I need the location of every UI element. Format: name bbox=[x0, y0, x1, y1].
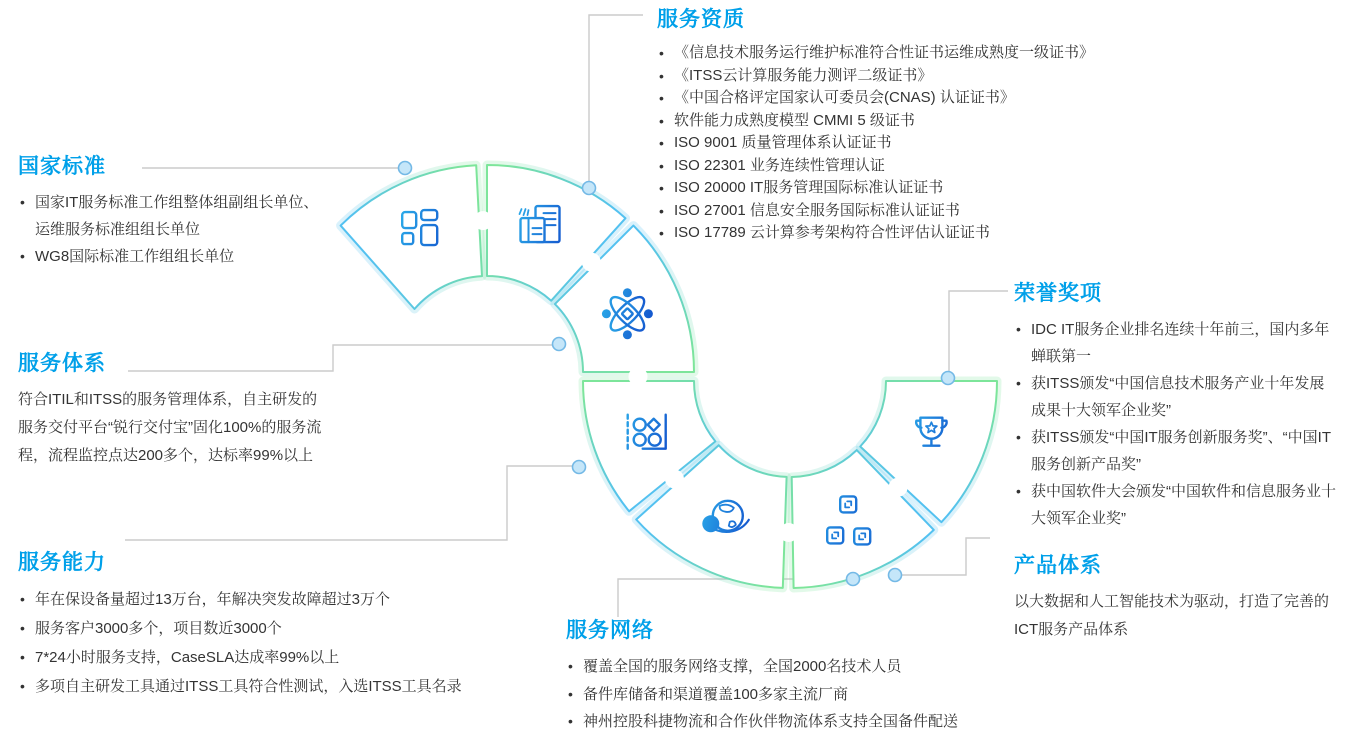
section-title: 国家标准 bbox=[18, 155, 106, 178]
connector-dot bbox=[889, 569, 902, 582]
bullet-list bbox=[18, 189, 330, 270]
list-item: • 备件库储备和渠道覆盖100多家主流厂商 bbox=[566, 681, 1036, 709]
list-item: • IDC IT服务企业排名连续十年前三，国内多年蝉联第一 bbox=[1014, 316, 1336, 370]
section-title: 服务资质 bbox=[657, 8, 745, 31]
bullet-list bbox=[1014, 316, 1336, 532]
section-title: 产品体系 bbox=[1014, 554, 1102, 577]
bullet-list bbox=[566, 653, 1036, 736]
section-service-system bbox=[18, 347, 326, 470]
list-item: • 获ITSS颁发“中国信息技术服务产业十年发展成果十大领军企业奖” bbox=[1014, 370, 1336, 424]
list-item: • 7*24小时服务支持，CaseSLA达成率99%以上 bbox=[18, 643, 538, 672]
list-item: • 《中国合格评定国家认可委员会(CNAS) 认证证书》 bbox=[657, 87, 1337, 110]
list-item: • 多项自主研发工具通过ITSS工具符合性测试，入选ITSS工具名录 bbox=[18, 672, 538, 701]
section-national-standards bbox=[18, 150, 330, 270]
section-service-capability bbox=[18, 546, 538, 701]
connector-dot bbox=[942, 372, 955, 385]
list-item: • ISO 22301 业务连续性管理认证 bbox=[657, 155, 1337, 178]
bullet-list bbox=[18, 585, 538, 701]
list-item: • 《信息技术服务运行维护标准符合性证书运维成熟度一级证书》 bbox=[657, 42, 1337, 65]
section-service-qualifications bbox=[657, 3, 1337, 245]
list-item: • 获中国软件大会颁发“中国软件和信息服务业十大领军企业奖” bbox=[1014, 478, 1336, 532]
list-item: • 《ITSS云计算服务能力测评二级证书》 bbox=[657, 65, 1337, 88]
section-title: 服务能力 bbox=[18, 551, 106, 574]
section-product-system bbox=[1014, 549, 1344, 644]
list-item: • 覆盖全国的服务网络支撑，全国2000名技术人员 bbox=[566, 653, 1036, 681]
section-title: 服务网络 bbox=[566, 619, 654, 642]
section-service-network bbox=[566, 614, 1036, 736]
list-item: • 获ITSS颁发“中国IT服务创新服务奖”、“中国IT服务创新产品奖” bbox=[1014, 424, 1336, 478]
connector-dot bbox=[847, 573, 860, 586]
section-title: 服务体系 bbox=[18, 352, 106, 375]
connector-line bbox=[589, 15, 643, 181]
section-paragraph: 符合ITIL和ITSS的服务管理体系，自主研发的服务交付平台“锐行交付宝”固化100%的服务流程，流程监控点达200多个，达标率99%以上 bbox=[18, 391, 322, 464]
section-honors-awards bbox=[1014, 277, 1336, 532]
list-item: • WG8国际标准工作组组长单位 bbox=[18, 243, 330, 270]
list-item: • 神州控股科捷物流和合作伙伴物流体系支持全国备件配送 bbox=[566, 708, 1036, 736]
list-item: • ISO 17789 云计算参考架构符合性评估认证证书 bbox=[657, 222, 1337, 245]
list-item: • 国家IT服务标准工作组整体组副组长单位、运维服务标准组组长单位 bbox=[18, 189, 330, 243]
list-item: • 软件能力成熟度模型 CMMI 5 级证书 bbox=[657, 110, 1337, 133]
section-paragraph: 以大数据和人工智能技术为驱动，打造了完善的ICT服务产品体系 bbox=[1014, 593, 1330, 638]
ring-segment-national-standards bbox=[341, 165, 482, 309]
connector-dot bbox=[573, 461, 586, 474]
list-item: • ISO 27001 信息安全服务国际标准认证证书 bbox=[657, 200, 1337, 223]
list-item: • ISO 9001 质量管理体系认证证书 bbox=[657, 132, 1337, 155]
section-title: 荣誉奖项 bbox=[1014, 282, 1102, 305]
list-item: • ISO 20000 IT服务管理国际标准认证证书 bbox=[657, 177, 1337, 200]
connector-line bbox=[125, 466, 572, 540]
connector-dot bbox=[553, 338, 566, 351]
bullet-list bbox=[657, 42, 1337, 245]
list-item: • 年在保设备量超过13万台，年解决突发故障超过3万个 bbox=[18, 585, 538, 614]
connector-dot bbox=[399, 162, 412, 175]
list-item: • 服务客户3000多个，项目数近3000个 bbox=[18, 614, 538, 643]
connector-dot bbox=[583, 182, 596, 195]
connector-line bbox=[949, 291, 1008, 371]
